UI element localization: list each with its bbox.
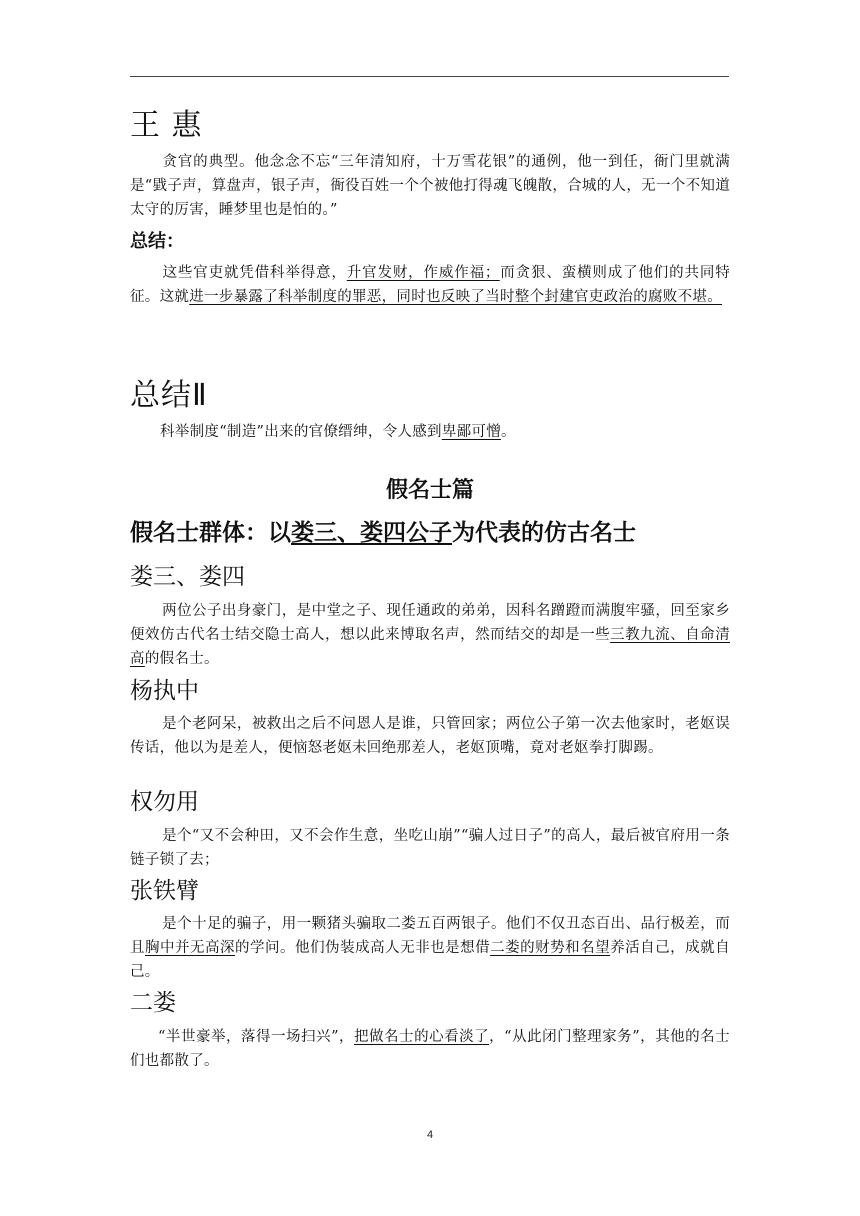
section-heading-yang: 杨执中 — [130, 678, 199, 704]
paragraph-zhang — [130, 912, 730, 984]
lou-text-end: 的假名士。 — [144, 651, 219, 667]
section-heading-wanghui: 王 惠 — [130, 108, 203, 143]
paragraph-lou — [130, 599, 730, 671]
group-heading-post: 为代表的仿古名士 — [452, 520, 636, 546]
lou-underline: 三教九流、自命清高 — [130, 627, 730, 667]
header-rule — [130, 76, 729, 77]
yang-text: 是个老阿呆，被救出之后不问恩人是谁，只管回家；两位公子第一次去他家时，老妪误传话，他以为是差人，便恼怒老妪未回绝那差人，老妪顶嘴，竟对老妪拳打脚踢。 — [130, 716, 730, 756]
summary-heading: 总结： — [130, 231, 184, 252]
chapter-title: 假名士篇 — [385, 478, 474, 503]
lou-text: 两位公子出身豪门，是中堂之子、现任通政的弟弟，因科名蹭蹬而满腹牢骚，回至家乡便效仿古代名士结交隐士高人，想以此来博取名声，然而结交的却是一些 — [130, 603, 730, 643]
summary-text-2: 而贪狠、蛮横则成了他们的共同特征。这就 — [130, 265, 730, 305]
group-heading — [130, 518, 730, 548]
group-heading-pre: 假名士群体：以 — [130, 520, 291, 546]
summary-text-1: 这些官吏就凭借科举得意， — [162, 265, 347, 281]
section-heading-zhang: 张铁臂 — [130, 878, 199, 904]
summary2-text: 科举制度“制造”出来的官僚缙绅，令人感到 — [160, 424, 442, 440]
page-number: 4 — [426, 1129, 434, 1141]
paragraph-wanghui — [130, 150, 730, 222]
erlou-text-end: ，“从此闭门整理家务”，其他的名士们也都散了。 — [130, 1029, 730, 1069]
paragraph-summary — [130, 261, 730, 309]
summary-underline-1: 升官发财，作威作福； — [346, 265, 500, 281]
zhang-underline-1: 胸中并无高深 — [145, 940, 236, 956]
paragraph-quan — [130, 824, 730, 872]
section-heading-lou: 娄三、娄四 — [130, 564, 245, 590]
zhang-underline-2: 二娄的财势和名望 — [490, 940, 611, 956]
section-heading-erlou: 二娄 — [130, 990, 176, 1016]
section-heading-quan: 权勿用 — [130, 789, 199, 815]
quan-text: 是个“又不会种田，又不会作生意，坐吃山崩”“骗人过日子”的高人，最后被官府用一条链子锁了去； — [130, 828, 730, 868]
paragraph-yang — [130, 712, 730, 760]
zhang-text-1: 是个十足的骗子，用一颗猪头骗取二娄五百两银子。他们不仅丑态百出、品行极差，而且 — [130, 916, 730, 956]
summary2-heading: 总结Ⅱ — [130, 378, 208, 413]
group-heading-underline: 娄三、娄四公子 — [291, 520, 452, 546]
erlou-underline: 把做名士的心看淡了 — [354, 1029, 490, 1045]
summary2-underline: 卑鄙可憎 — [441, 424, 502, 440]
summary-underline-2: 进一步暴露了科举制度的罪恶，同时也反映了当时整个封建官吏政治的腐败不堪。 — [189, 289, 722, 305]
zhang-text-3: 养活自己，成就自己。 — [130, 940, 730, 980]
paragraph-wanghui-text: 贪官的典型。他念念不忘“三年清知府，十万雪花银”的通例，他一到任，衙门里就满是“戥子声，算盘声，银子声，衙役百姓一个个被他打得魂飞魄散，合城的人，无一个不知道太守的厉害，睡梦里也是怕的。” — [130, 154, 730, 218]
summary2-text-end: 。 — [501, 424, 516, 440]
erlou-text: “半世豪举，落得一场扫兴”， — [158, 1029, 355, 1045]
paragraph-summary2 — [130, 420, 730, 444]
paragraph-erlou — [130, 1025, 730, 1073]
zhang-text-2: 的学问。他们伪装成高人无非也是想借 — [235, 940, 491, 956]
